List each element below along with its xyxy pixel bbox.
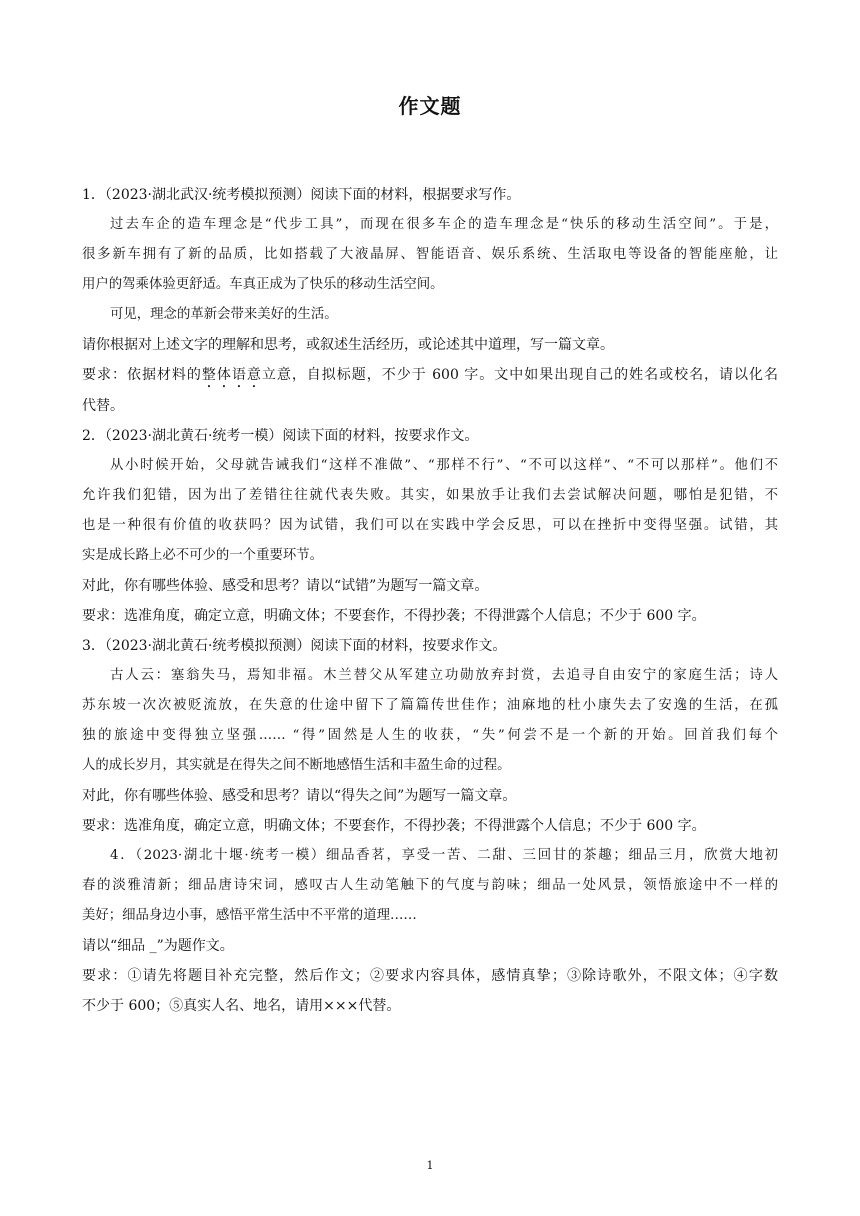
question-3 xyxy=(82,631,778,841)
q1-prompt: 请你根据对上述文字的理解和思考，或叙述生活经历，或论述其中道理，写一篇文章。 xyxy=(82,337,614,353)
q1-requirement-tail: 代替。 xyxy=(82,398,124,414)
q2-material-line-1: 从小时候开始，父母就告诫我们“这样不准做”、“那样不行”、“不可以这样”、“不可以那样”。他们不 xyxy=(110,458,778,473)
q2-prompt: 对此，你有哪些体验、感受和思考？请以“试错”为题写一篇文章。 xyxy=(82,578,489,594)
q1-req-emphasis: 整体语意 xyxy=(201,367,262,383)
q1-material-line-4: 可见，理念的革新会带来美好的生活。 xyxy=(110,307,338,322)
q1-material-line-2: 很多新车拥有了新的品质，比如搭载了大液晶屏、智能语音、娱乐系统、生活取电等设备的智能座舱，让 xyxy=(82,247,778,262)
q2-requirement: 要求：选准角度，确定立意，明确文体；不要套作，不得抄袭；不得泄露个人信息；不少于 600 字。 xyxy=(82,608,706,624)
question-2 xyxy=(82,421,778,631)
page-title: 作文题 xyxy=(398,94,462,118)
q1-req-post: 立意，自拟标题，不少于 600 字。文中如果出现自己的姓名或校名，请以化名 xyxy=(261,367,779,383)
q2-material-line-3: 也是一种很有价值的收获吗？因为试错，我们可以在实践中学会反思，可以在挫折中变得坚强。试错，其 xyxy=(82,518,778,533)
q4-material-line-1: 4．（2023·湖北十堰·统考一模）细品香茗，享受一苦、二甜、三回甘的茶趣；细品三月，欣赏大地初 xyxy=(110,848,778,863)
q1-material-line-1: 过去车企的造车理念是“代步工具”，而现在很多车企的造车理念是“快乐的移动生活空间”。于是， xyxy=(110,217,778,232)
q2-material-line-4: 实是成长路上必不可少的一个重要环节。 xyxy=(82,548,324,563)
page-number: 1 xyxy=(426,1159,434,1172)
q1-header: 1．（2023·湖北武汉·统考模拟预测）阅读下面的材料，根据要求写作。 xyxy=(82,187,521,203)
q4-material-line-3: 美好；细品身边小事，感悟平常生活中不平常的道理…… xyxy=(82,908,417,923)
q4-requirement-line-1: 要求：①请先将题目补充完整，然后作文；②要求内容具体，感情真挚；③除诗歌外，不限文体；④字数 xyxy=(82,968,778,984)
document-body xyxy=(82,180,778,1021)
q3-material-line-3: 独的旅途中变得独立坚强…… “得”固然是人生的收获，“失”何尝不是一个新的开始。回首我们每个 xyxy=(82,728,778,743)
q2-material-line-2: 允许我们犯错，因为出了差错往往就代表失败。其实，如果放手让我们去尝试解决问题，哪怕是犯错，不 xyxy=(82,488,778,503)
q4-material-line-2: 春的淡雅清新；细品唐诗宋词，感叹古人生动笔触下的气度与韵味；细品一处风景，领悟旅途中不一样的 xyxy=(82,878,778,893)
q1-requirement xyxy=(82,360,778,391)
question-4 xyxy=(82,841,778,1021)
question-1 xyxy=(82,180,778,421)
q3-prompt: 对此，你有哪些体验、感受和思考？请以“得失之间”为题写一篇文章。 xyxy=(82,788,517,804)
q3-header: 3．（2023·湖北黄石·统考模拟预测）阅读下面的材料，按要求作文。 xyxy=(82,638,507,654)
q4-prompt: 请以“细品 _”为题作文。 xyxy=(82,938,234,954)
q4-requirement-line-2: 不少于 600；⑤真实人名、地名，请用×××代替。 xyxy=(82,998,401,1014)
q3-material-line-2: 苏东坡一次次被贬流放，在失意的仕途中留下了篇篇传世佳作；油麻地的杜小康失去了安逸的生活，在孤 xyxy=(82,698,778,713)
q1-req-pre: 要求：依据材料的 xyxy=(82,367,202,383)
q1-material-line-3: 用户的驾乘体验更舒适。车真正成为了快乐的移动生活空间。 xyxy=(82,277,444,292)
q3-material-line-4: 人的成长岁月，其实就是在得失之间不断地感悟生活和丰盈生命的过程。 xyxy=(82,758,511,773)
q2-header: 2．（2023·湖北黄石·统考一模）阅读下面的材料，按要求作文。 xyxy=(82,428,479,444)
q3-requirement: 要求：选准角度，确定立意，明确文体；不要套作，不得抄袭；不得泄露个人信息；不少于 600 字。 xyxy=(82,818,706,834)
q3-material-line-1: 古人云：塞翁失马，焉知非福。木兰替父从军建立功勋放弃封赏，去追寻自由安宁的家庭生活；诗人 xyxy=(110,668,778,683)
